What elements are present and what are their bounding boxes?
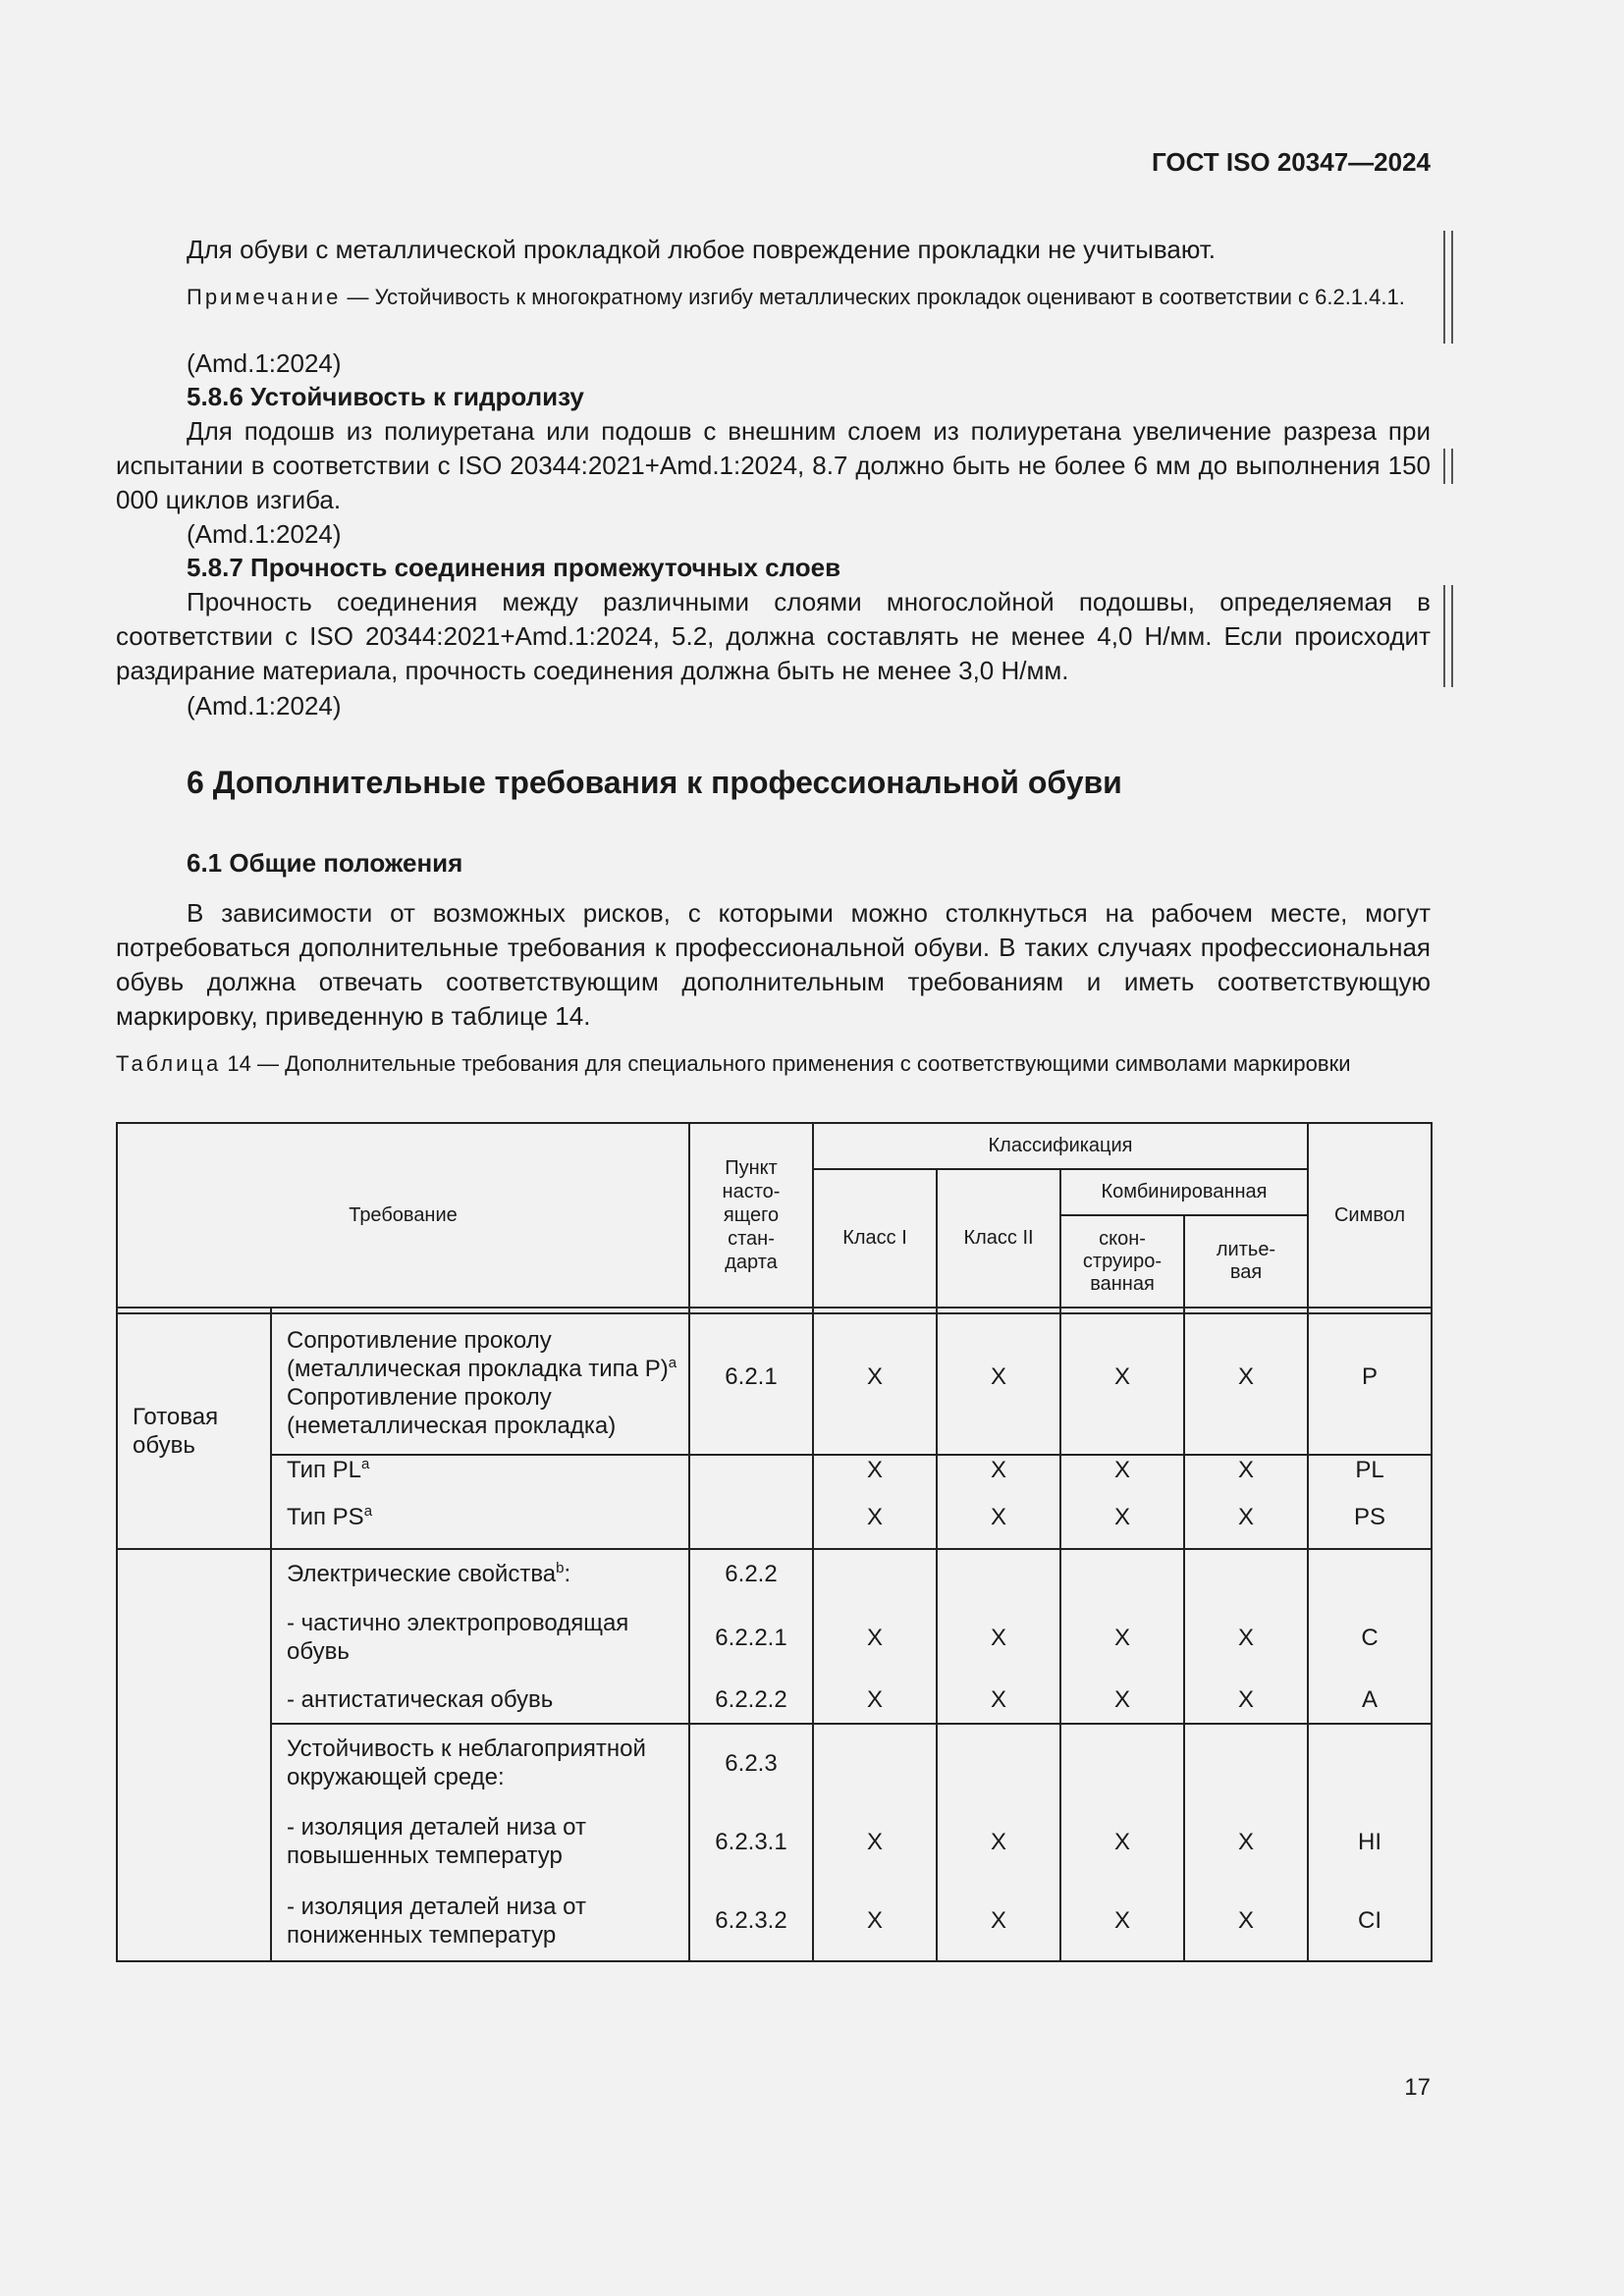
mark-cell: X (1060, 1802, 1184, 1881)
footnote-mark: b (556, 1560, 565, 1576)
amendment-ref: (Amd.1:2024) (187, 519, 342, 549)
paragraph: Прочность соединения между различными слоями многослойной подошвы, определяемая в соответствии с ISO 20344:2021+Amd.1:2024, 5.2, должна составлять не менее 4,0 Н/мм. Если происходит раздирание материала, прочность соединения должна быть не менее 3,0 Н/мм. (116, 587, 1431, 685)
mark-cell: X (1184, 1455, 1308, 1503)
clause-cell: 6.2.2 (689, 1549, 813, 1598)
table-caption (116, 1049, 1431, 1078)
requirement-text: Электрические свойства (287, 1561, 557, 1587)
mark-cell: X (1060, 1598, 1184, 1677)
clause-cell (689, 1503, 813, 1549)
mark-cell: X (937, 1598, 1060, 1677)
mark-cell: X (1060, 1313, 1184, 1455)
footnote-mark: a (363, 1503, 373, 1520)
mark-cell: X (1184, 1598, 1308, 1677)
footnote-mark: a (361, 1456, 370, 1472)
mark-cell: X (937, 1881, 1060, 1961)
section-title-6-1: 6.1 Общие положения (187, 848, 463, 878)
section-title-5-8-6: 5.8.6 Устойчивость к гидролизу (187, 382, 584, 411)
requirement-puncture (271, 1313, 689, 1455)
symbol-cell: PL (1308, 1455, 1432, 1503)
symbol-cell: PS (1308, 1503, 1432, 1549)
symbol-cell (1308, 1724, 1432, 1802)
paragraph: Для обуви с металлической прокладкой любое повреждение прокладки не учитывают. (187, 235, 1217, 264)
mark-cell: X (937, 1313, 1060, 1455)
requirement-type-ps (271, 1503, 689, 1549)
clause-cell: 6.2.3.2 (689, 1881, 813, 1961)
amendment-ref: (Amd.1:2024) (187, 691, 342, 721)
requirement-text: : (564, 1561, 571, 1587)
mark-cell (1060, 1549, 1184, 1598)
mark-cell: X (813, 1503, 937, 1549)
group-continuation (117, 1549, 271, 1961)
requirement-type-pl (271, 1455, 689, 1503)
footnote-mark: a (668, 1355, 677, 1371)
header-molded: литье- вая (1184, 1215, 1308, 1308)
clause-cell (689, 1455, 813, 1503)
header-class-1: Класс I (813, 1169, 937, 1308)
symbol-cell (1308, 1549, 1432, 1598)
mark-cell (1184, 1724, 1308, 1802)
change-bar (1443, 231, 1453, 344)
paragraph: Для подошв из полиуретана или подошв с внешним слоем из полиуретана увеличение разреза при испытании в соответствии с ISO 20344:2021+Amd.1:2024, 8.7 должно быть не более 6 мм до выполнения 150 000 циклов изгиба. (116, 416, 1431, 514)
mark-cell: X (1184, 1677, 1308, 1724)
header-symbol: Символ (1308, 1123, 1432, 1308)
requirements-table (116, 1122, 1433, 1962)
section-title-6: 6 Дополнительные требования к профессиональной обуви (187, 765, 1122, 800)
header-clause: Пункт насто- ящего стан- дарта (689, 1123, 813, 1308)
mark-cell: X (1060, 1455, 1184, 1503)
requirement-antistatic: - антистатическая обувь (271, 1677, 689, 1724)
note (116, 282, 1431, 312)
mark-cell: X (1060, 1881, 1184, 1961)
mark-cell (937, 1724, 1060, 1802)
page-number: 17 (1404, 2074, 1431, 2101)
mark-cell: X (813, 1802, 937, 1881)
change-bar (1443, 585, 1453, 687)
mark-cell: X (1184, 1802, 1308, 1881)
requirement-text: Тип PL (287, 1457, 362, 1483)
symbol-cell: P (1308, 1313, 1432, 1455)
requirement-cold-insulation: - изоляция деталей низа от пониженных температур (271, 1881, 689, 1961)
mark-cell: X (813, 1455, 937, 1503)
section-title-5-8-7: 5.8.7 Прочность соединения промежуточных слоев (187, 553, 841, 582)
table-caption-label: Таблица (116, 1051, 222, 1076)
requirement-text: Тип PS (287, 1504, 364, 1530)
symbol-cell: C (1308, 1598, 1432, 1677)
clause-cell: 6.2.2.2 (689, 1677, 813, 1724)
mark-cell: X (937, 1677, 1060, 1724)
symbol-cell: HI (1308, 1802, 1432, 1881)
mark-cell: X (937, 1455, 1060, 1503)
requirement-heat-insulation: - изоляция деталей низа от повышенных температур (271, 1802, 689, 1881)
mark-cell (937, 1549, 1060, 1598)
clause-cell: 6.2.2.1 (689, 1598, 813, 1677)
mark-cell: X (1060, 1677, 1184, 1724)
header-class-2: Класс II (937, 1169, 1060, 1308)
mark-cell (1060, 1724, 1184, 1802)
header-constructed: скон- струиро- ванная (1060, 1215, 1184, 1308)
header-requirement: Требование (117, 1123, 689, 1308)
header-classification: Классификация (813, 1123, 1308, 1169)
requirement-environment: Устойчивость к неблагоприятной окружающей среде: (271, 1724, 689, 1802)
mark-cell: X (813, 1677, 937, 1724)
requirement-conductive: - частично электропроводящая обувь (271, 1598, 689, 1677)
note-text: — Устойчивость к многократному изгибу металлических прокладок оценивают в соответствии с 6.2.1.4.1. (341, 285, 1405, 309)
mark-cell (813, 1724, 937, 1802)
symbol-cell: CI (1308, 1881, 1432, 1961)
amendment-ref: (Amd.1:2024) (187, 348, 342, 378)
paragraph: В зависимости от возможных рисков, с которыми можно столкнуться на рабочем месте, могут потребоваться дополнительные требования к профессиональной обуви. В таких случаях профессиональная обувь должна отвечать соответствующим дополнительным требованиям и иметь соответствующую маркировку, приведенную в таблице 14. (116, 898, 1431, 1031)
mark-cell: X (937, 1802, 1060, 1881)
table-caption-text: 14 — Дополнительные требования для специального применения с соответствующими символами маркировки (221, 1051, 1351, 1076)
symbol-cell: A (1308, 1677, 1432, 1724)
mark-cell: X (1060, 1503, 1184, 1549)
requirement-text: Сопротивление проколу (металлическая прокладка типа P) (287, 1327, 669, 1382)
mark-cell (1184, 1549, 1308, 1598)
mark-cell: X (1184, 1313, 1308, 1455)
mark-cell: X (813, 1598, 937, 1677)
clause-cell: 6.2.1 (689, 1313, 813, 1455)
mark-cell: X (1184, 1881, 1308, 1961)
mark-cell: X (813, 1313, 937, 1455)
mark-cell: X (1184, 1503, 1308, 1549)
requirement-electrical (271, 1549, 689, 1598)
mark-cell: X (813, 1881, 937, 1961)
clause-cell: 6.2.3 (689, 1724, 813, 1802)
mark-cell: X (937, 1503, 1060, 1549)
note-label: Примечание (187, 285, 342, 309)
group-label: Готовая обувь (117, 1313, 271, 1549)
document-header: ГОСТ ISO 20347—2024 (1151, 147, 1431, 177)
mark-cell (813, 1549, 937, 1598)
header-combined: Комбинированная (1060, 1169, 1308, 1215)
requirement-text: Сопротивление проколу (неметаллическая прокладка) (287, 1384, 617, 1439)
clause-cell: 6.2.3.1 (689, 1802, 813, 1881)
change-bar (1443, 449, 1453, 484)
